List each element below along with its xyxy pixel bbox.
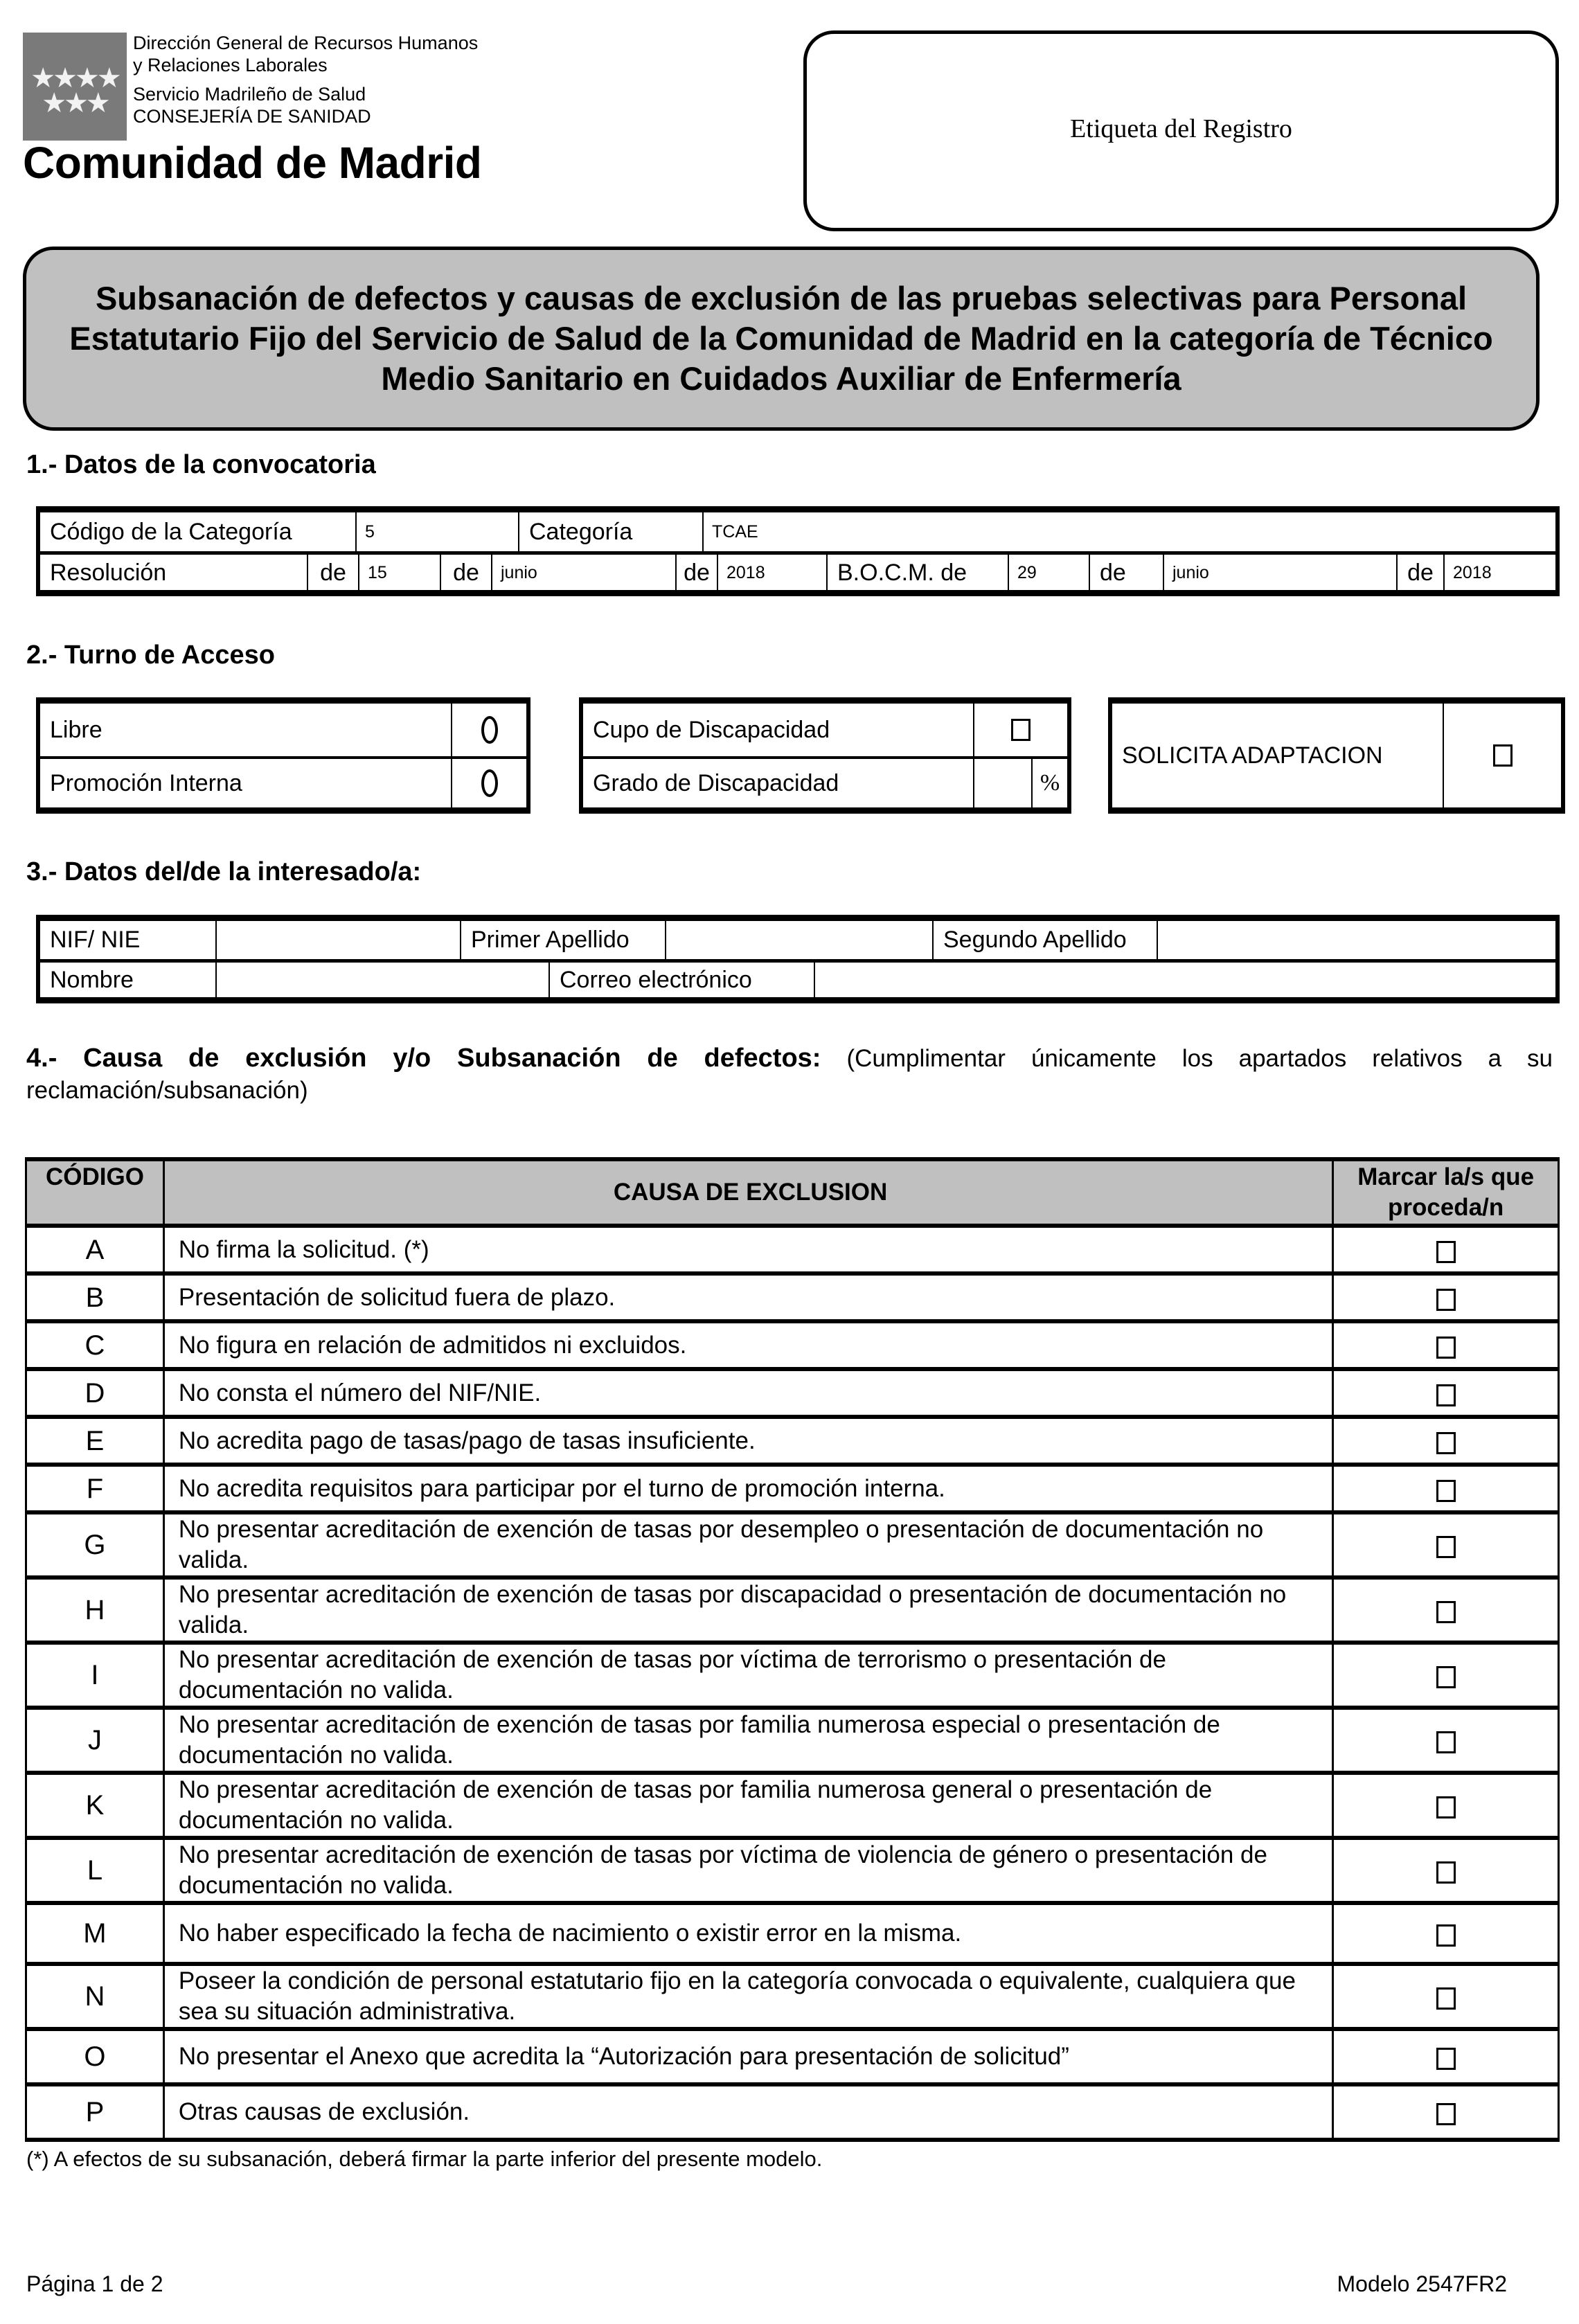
cupo-discapacidad-label: Cupo de Discapacidad <box>593 716 830 743</box>
correo-field[interactable] <box>815 963 1555 997</box>
comunidad-madrid-logo <box>23 33 127 141</box>
section-4-heading <box>26 1042 1553 1107</box>
libre-radio[interactable] <box>481 716 498 744</box>
mark-cell[interactable] <box>1333 1512 1559 1577</box>
bocm-month-field[interactable]: junio <box>1172 562 1209 582</box>
correo-label: Correo electrónico <box>560 966 752 993</box>
table-row <box>26 2029 1559 2084</box>
discapacidad-box <box>579 697 1071 814</box>
org-line-3: Servicio Madrileño de Salud <box>133 84 366 105</box>
cause-cell: No presentar el Anexo que acredita la “Autorización para presentación de solicitud” <box>163 2029 1332 2084</box>
mark-cell[interactable] <box>1333 1838 1559 1903</box>
cause-cell: No figura en relación de admitidos ni excluidos. <box>163 1321 1332 1369</box>
bocm-label: B.O.C.M. de <box>837 559 967 586</box>
cause-checkbox[interactable] <box>1436 1536 1456 1558</box>
segundo-apellido-field[interactable] <box>1158 921 1555 959</box>
interesado-table <box>36 915 1560 1003</box>
code-cell: F <box>26 1465 164 1512</box>
cause-cell: No presentar acreditación de exención de tasas por víctima de violencia de género o presentación de documentación no valida. <box>163 1838 1332 1903</box>
table-row <box>26 1577 1559 1643</box>
cause-checkbox[interactable] <box>1436 1384 1456 1406</box>
cause-checkbox[interactable] <box>1436 1987 1456 2010</box>
cause-checkbox[interactable] <box>1436 1480 1456 1502</box>
section-3-heading: 3.- Datos del/de la interesado/a: <box>26 857 422 886</box>
code-cell: I <box>26 1643 164 1708</box>
mark-cell[interactable] <box>1333 1577 1559 1643</box>
mark-cell[interactable] <box>1333 1708 1559 1773</box>
promocion-radio-cell[interactable] <box>452 759 526 807</box>
cause-cell: No presentar acreditación de exención de tasas por familia numerosa especial o presentación de documentación no valida. <box>163 1708 1332 1773</box>
registry-label: Etiqueta del Registro <box>1070 114 1292 143</box>
de-label-4: de <box>1100 559 1126 586</box>
primer-apellido-field[interactable] <box>666 921 932 959</box>
column-header-codigo: CÓDIGO <box>26 1159 164 1226</box>
cause-checkbox[interactable] <box>1436 1337 1456 1359</box>
cause-checkbox[interactable] <box>1436 2048 1456 2070</box>
cause-cell: Presentación de solicitud fuera de plazo. <box>163 1273 1332 1321</box>
registry-label-box <box>803 30 1559 231</box>
code-cell: C <box>26 1321 164 1369</box>
code-cell: N <box>26 1964 164 2029</box>
form-title-box <box>23 247 1540 431</box>
section-4-title: 4.- Causa de exclusión y/o Subsanación de defectos: <box>26 1044 821 1073</box>
cupo-checkbox-cell[interactable] <box>974 704 1067 756</box>
section-2-heading: 2.- Turno de Acceso <box>26 641 275 670</box>
exclusion-causes-table <box>25 1157 1560 2142</box>
de-label-5: de <box>1407 559 1434 586</box>
mark-cell[interactable] <box>1333 1903 1559 1964</box>
column-header-marcar: Marcar la/s que proceda/n <box>1333 1159 1559 1226</box>
cause-cell: No acredita requisitos para participar por el turno de promoción interna. <box>163 1465 1332 1512</box>
column-header-causa: CAUSA DE EXCLUSION <box>163 1159 1332 1226</box>
table-row <box>26 1643 1559 1708</box>
table-row <box>26 1226 1559 1273</box>
libre-radio-cell[interactable] <box>452 704 526 756</box>
cause-cell: Otras causas de exclusión. <box>163 2084 1332 2140</box>
cause-cell: No consta el número del NIF/NIE. <box>163 1369 1332 1417</box>
code-cell: E <box>26 1417 164 1465</box>
cause-checkbox[interactable] <box>1436 1241 1456 1263</box>
code-cell: G <box>26 1512 164 1577</box>
code-cell: D <box>26 1369 164 1417</box>
cause-cell: No presentar acreditación de exención de tasas por discapacidad o presentación de documentación no valida. <box>163 1577 1332 1643</box>
resolucion-day-field[interactable]: 15 <box>368 562 387 582</box>
categoria-label: Categoría <box>529 518 633 545</box>
model-number: Modelo 2547FR2 <box>1337 2271 1507 2296</box>
resolucion-month-field[interactable]: junio <box>501 562 537 582</box>
table-row <box>26 1838 1559 1903</box>
table-row <box>26 1773 1559 1838</box>
page-number: Página 1 de 2 <box>26 2271 163 2296</box>
resolucion-year-field[interactable]: 2018 <box>726 562 765 582</box>
brand-name: Comunidad de Madrid <box>23 138 482 188</box>
table-row <box>26 1964 1559 2029</box>
mark-cell[interactable] <box>1333 1226 1559 1273</box>
segundo-apellido-label: Segundo Apellido <box>943 927 1127 953</box>
solicita-adaptacion-checkbox[interactable] <box>1493 744 1513 767</box>
adaptacion-checkbox-cell[interactable] <box>1444 704 1561 807</box>
cause-checkbox[interactable] <box>1436 1924 1456 1947</box>
codigo-field[interactable]: 5 <box>365 521 375 542</box>
cupo-discapacidad-checkbox[interactable] <box>1011 719 1031 741</box>
cause-cell: No presentar acreditación de exención de tasas por familia numerosa general o presentación de documentación no valida. <box>163 1773 1332 1838</box>
table-row <box>26 2084 1559 2140</box>
table-row <box>26 1321 1559 1369</box>
section-1-heading: 1.- Datos de la convocatoria <box>26 450 376 479</box>
solicita-adaptacion-label: SOLICITA ADAPTACION <box>1122 742 1383 769</box>
libre-label: Libre <box>50 716 102 743</box>
primer-apellido-label: Primer Apellido <box>471 927 630 953</box>
mark-cell[interactable] <box>1333 1321 1559 1369</box>
cause-checkbox[interactable] <box>1436 1289 1456 1311</box>
section-4-instruction: (Cumplimentar únicamente los apartados relativos a su reclamación/subsanación) <box>26 1045 1553 1104</box>
code-cell: O <box>26 2029 164 2084</box>
cause-cell: No presentar acreditación de exención de tasas por desempleo o presentación de documentación no valida. <box>163 1512 1332 1577</box>
nombre-field[interactable] <box>217 963 548 997</box>
cause-checkbox[interactable] <box>1436 1731 1456 1753</box>
adaptacion-box <box>1108 697 1565 814</box>
de-label-2: de <box>453 559 479 586</box>
table-row <box>26 1465 1559 1512</box>
code-cell: K <box>26 1773 164 1838</box>
mark-cell[interactable] <box>1333 1369 1559 1417</box>
nif-label: NIF/ NIE <box>50 927 141 953</box>
code-cell: J <box>26 1708 164 1773</box>
mark-cell[interactable] <box>1333 2029 1559 2084</box>
cause-cell: No presentar acreditación de exención de tasas por víctima de terrorismo o presentación de documentación no valida. <box>163 1643 1332 1708</box>
table-row <box>26 1417 1559 1465</box>
bocm-day-field[interactable]: 29 <box>1017 562 1037 582</box>
footnote: (*) A efectos de su subsanación, deberá firmar la parte inferior del presente modelo. <box>26 2147 823 2171</box>
codigo-label: Código de la Categoría <box>50 518 292 545</box>
form-title: Subsanación de defectos y causas de exclusión de las pruebas selectivas para Personal Estatutario Fijo del Servicio de Salud de la Comunidad de Madrid en la categoría de Técnico Medio Sanitario en Cuidados Auxiliar de Enfermería <box>69 280 1493 397</box>
org-line-4: CONSEJERÍA DE SANIDAD <box>133 106 371 127</box>
code-cell: M <box>26 1903 164 1964</box>
org-line-2: y Relaciones Laborales <box>133 55 328 75</box>
mark-cell[interactable] <box>1333 1273 1559 1321</box>
de-label-1: de <box>320 559 346 586</box>
code-cell: A <box>26 1226 164 1273</box>
cause-cell: No haber especificado la fecha de nacimiento o existir error en la misma. <box>163 1903 1332 1964</box>
table-row <box>26 1273 1559 1321</box>
code-cell: B <box>26 1273 164 1321</box>
cause-checkbox[interactable] <box>1436 1861 1456 1884</box>
mark-cell[interactable] <box>1333 1643 1559 1708</box>
nif-field[interactable] <box>217 921 460 959</box>
promocion-interna-radio[interactable] <box>481 769 498 797</box>
convocatoria-table <box>36 506 1560 596</box>
madrid-seven-stars-icon: ★★★★ ★★★ <box>30 63 119 118</box>
table-row <box>26 1369 1559 1417</box>
organization-lines <box>133 32 478 127</box>
cause-checkbox[interactable] <box>1436 1796 1456 1818</box>
grado-discapacidad-label: Grado de Discapacidad <box>593 769 839 796</box>
resolucion-label: Resolución <box>50 559 167 586</box>
org-line-1: Dirección General de Recursos Humanos <box>133 33 479 53</box>
percent-sign: % <box>1040 770 1060 796</box>
de-label-3: de <box>684 559 710 586</box>
cause-checkbox[interactable] <box>1436 1601 1456 1623</box>
cause-cell: No firma la solicitud. (*) <box>163 1226 1332 1273</box>
turno-acceso-box <box>36 697 530 814</box>
cause-checkbox[interactable] <box>1436 2103 1456 2125</box>
cause-checkbox[interactable] <box>1436 1432 1456 1454</box>
cause-cell: Poseer la condición de personal estatutario fijo en la categoría convocada o equivalente, cualquiera que sea su situación administrativa. <box>163 1964 1332 2029</box>
table-row <box>26 1708 1559 1773</box>
mark-cell[interactable] <box>1333 1465 1559 1512</box>
table-row <box>26 1903 1559 1964</box>
nombre-label: Nombre <box>50 966 134 993</box>
mark-cell[interactable] <box>1333 1773 1559 1838</box>
mark-cell[interactable] <box>1333 1964 1559 2029</box>
code-cell: L <box>26 1838 164 1903</box>
promocion-interna-label: Promoción Interna <box>50 769 242 796</box>
cause-cell: No acredita pago de tasas/pago de tasas insuficiente. <box>163 1417 1332 1465</box>
cause-checkbox[interactable] <box>1436 1666 1456 1688</box>
grado-discapacidad-field[interactable] <box>974 759 1031 807</box>
mark-cell[interactable] <box>1333 2084 1559 2140</box>
bocm-year-field[interactable]: 2018 <box>1453 562 1492 582</box>
mark-cell[interactable] <box>1333 1417 1559 1465</box>
categoria-field[interactable]: TCAE <box>712 521 758 542</box>
table-row <box>26 1512 1559 1577</box>
code-cell: P <box>26 2084 164 2140</box>
code-cell: H <box>26 1577 164 1643</box>
